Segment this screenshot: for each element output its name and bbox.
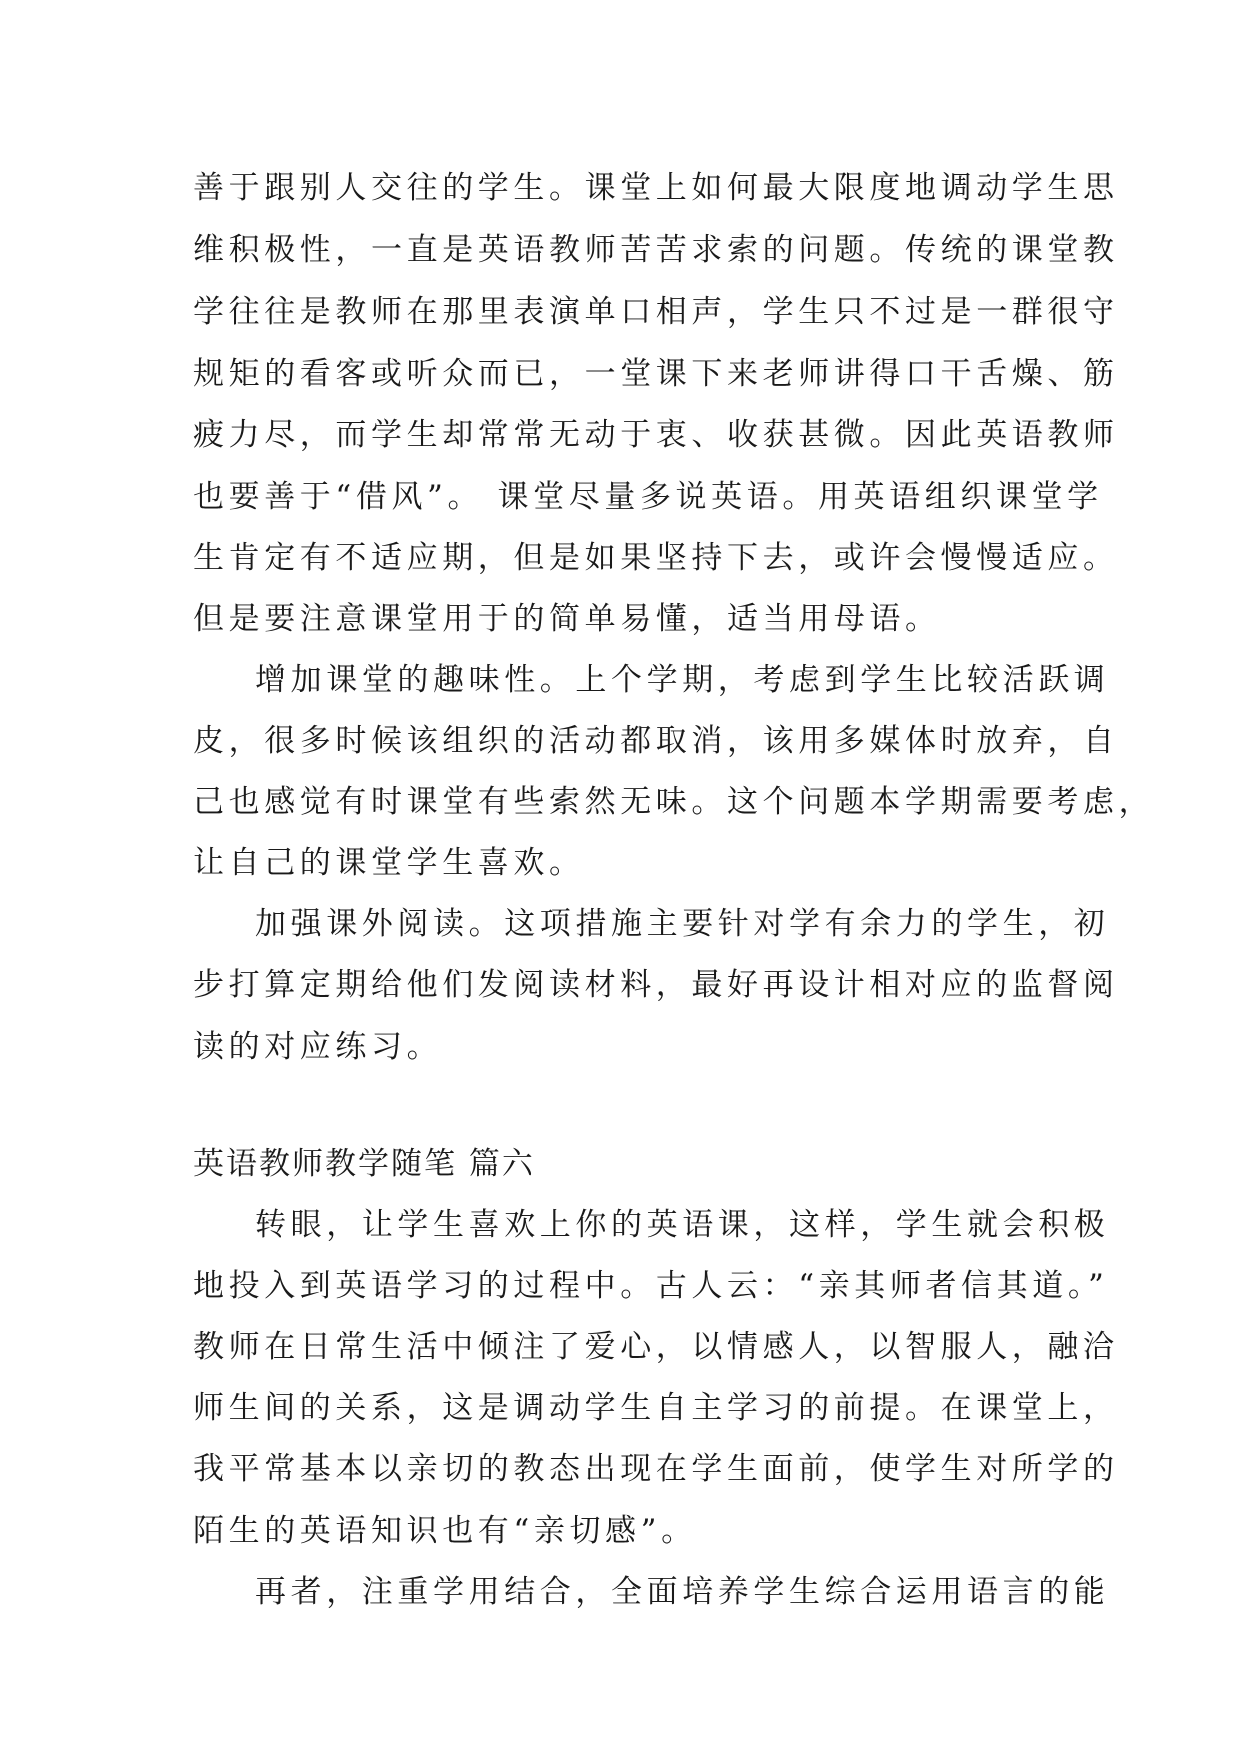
text-line: 皮，很多时候该组织的活动都取消，该用多媒体时放弃，自 <box>193 723 1119 759</box>
text-line: 陌生的英语知识也有“亲切感”。 <box>193 1513 697 1549</box>
paragraph-start-line: 转眼，让学生喜欢上你的英语课，这样，学生就会积极 <box>255 1207 1110 1243</box>
text-line: 步打算定期给他们发阅读材料，最好再设计相对应的监督阅 <box>193 967 1119 1003</box>
text-line: 己也感觉有时课堂有些索然无味。这个问题本学期需要考虑， <box>193 784 1155 820</box>
paragraph-start-line: 增加课堂的趣味性。上个学期，考虑到学生比较活跃调 <box>255 662 1110 698</box>
text-line: 但是要注意课堂用于的简单易懂，适当用母语。 <box>193 601 941 637</box>
text-line: 让自己的课堂学生喜欢。 <box>193 845 585 881</box>
text-line: 学往往是教师在那里表演单口相声，学生只不过是一群很守 <box>193 294 1119 330</box>
section-heading: 英语教师教学随笔 篇六 <box>193 1146 535 1182</box>
text-line: 疲力尽，而学生却常常无动于衷、收获甚微。因此英语教师 <box>193 417 1119 453</box>
text-line: 读的对应练习。 <box>193 1029 443 1065</box>
text-line: 教师在日常生活中倾注了爱心，以情感人，以智服人，融洽 <box>193 1329 1119 1365</box>
text-line: 善于跟别人交往的学生。课堂上如何最大限度地调动学生思 <box>193 170 1119 206</box>
text-line: 师生间的关系，这是调动学生自主学习的前提。在课堂上， <box>193 1390 1119 1426</box>
text-line: 规矩的看客或听众而已，一堂课下来老师讲得口干舌燥、筋 <box>193 356 1119 392</box>
text-line: 维积极性，一直是英语教师苦苦求索的问题。传统的课堂教 <box>193 232 1119 268</box>
paragraph-start-line: 再者，注重学用结合，全面培养学生综合运用语言的能 <box>255 1574 1110 1610</box>
text-line: 我平常基本以亲切的教态出现在学生面前，使学生对所学的 <box>193 1451 1119 1487</box>
paragraph-start-line: 加强课外阅读。这项措施主要针对学有余力的学生，初 <box>255 906 1110 942</box>
text-line: 生肯定有不适应期，但是如果坚持下去，或许会慢慢适应。 <box>193 540 1119 576</box>
text-line: 地投入到英语学习的过程中。古人云：“亲其师者信其道。” <box>193 1268 1109 1304</box>
text-line: 也要善于“借风”。 课堂尽量多说英语。用英语组织课堂学 <box>193 479 1103 515</box>
